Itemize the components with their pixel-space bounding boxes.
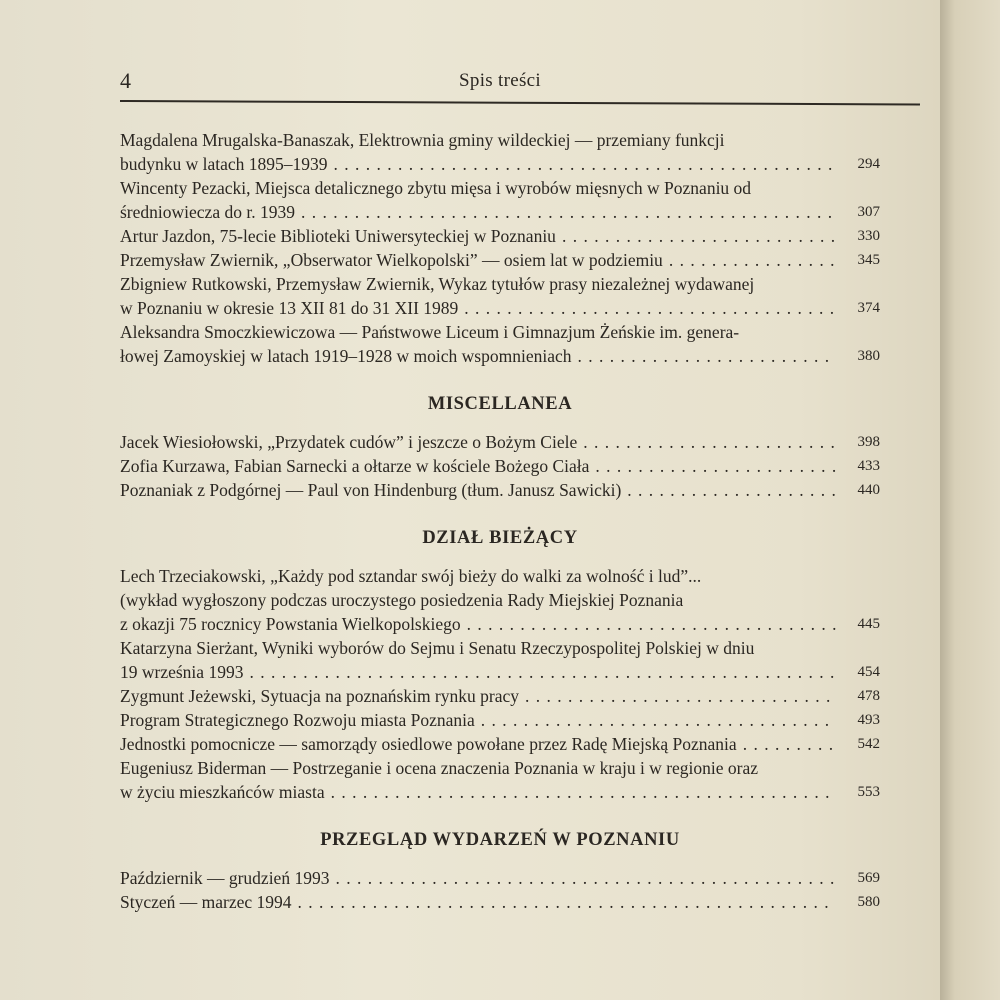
leader-dots	[301, 200, 836, 224]
toc-page-number: 569	[857, 870, 880, 886]
toc-entry-text: 19 września 1993	[120, 662, 244, 682]
toc-page-number: 374	[857, 300, 880, 316]
toc-entry-last-line	[120, 296, 836, 320]
toc-entry-line: Magdalena Mrugalska-Banaszak, Elektrownia gminy wildeckiej — przemiany funkcji	[120, 130, 725, 150]
toc-entry-line: Aleksandra Smoczkiewiczowa — Państwowe Liceum i Gimnazjum Żeńskie im. genera-	[120, 322, 740, 342]
toc-page-number: 380	[857, 348, 880, 364]
toc-entry	[120, 320, 880, 368]
toc-entry-last-line	[120, 478, 836, 502]
toc-entry-last-line	[120, 248, 836, 272]
toc-entry-last-line	[120, 780, 836, 804]
toc-entry-line: Wincenty Pezacki, Miejsca detalicznego zbytu mięsa i wyrobów mięsnych w Poznaniu od	[120, 178, 752, 198]
toc-entry	[120, 272, 880, 320]
toc-entry	[120, 248, 880, 272]
toc-entry	[120, 478, 880, 502]
leader-dots	[467, 612, 836, 636]
toc-entry	[120, 684, 880, 708]
page-number: 4	[120, 68, 131, 93]
toc-entry-text: średniowiecza do r. 1939	[120, 202, 295, 222]
leader-dots	[627, 478, 836, 502]
toc-entry-last-line	[120, 344, 836, 368]
leader-dots	[562, 224, 836, 248]
page-header	[120, 68, 920, 98]
toc-entry-line: (wykład wygłoszony podczas uroczystego posiedzenia Rady Miejskiej Poznania	[120, 590, 684, 610]
toc-entry-last-line	[120, 224, 836, 248]
toc-entry-text: w życiu mieszkańców miasta	[120, 782, 325, 802]
toc-entry-last-line	[120, 612, 836, 636]
toc-entry-text: Program Strategicznego Rozwoju miasta Poznania	[120, 710, 475, 730]
facing-page-edge	[940, 0, 1000, 1000]
header-rule	[120, 100, 920, 105]
leader-dots	[578, 344, 836, 368]
toc-page-number: 478	[857, 688, 880, 704]
leader-dots	[595, 454, 836, 478]
leader-dots	[669, 248, 836, 272]
toc-page-number: 580	[857, 894, 880, 910]
toc-entry-last-line	[120, 890, 836, 914]
running-title: Spis treści	[459, 70, 541, 91]
leader-dots	[298, 890, 836, 914]
section-heading: PRZEGLĄD WYDARZEŃ W POZNANIU	[320, 830, 680, 850]
toc-entry-text: budynku w latach 1895–1939	[120, 154, 328, 174]
toc-entry-last-line	[120, 152, 836, 176]
toc-entry-text: Jacek Wiesiołowski, „Przydatek cudów” i jeszcze o Bożym Ciele	[120, 432, 578, 452]
leader-dots	[583, 430, 836, 454]
toc-page-number: 307	[857, 204, 880, 220]
leader-dots	[334, 152, 836, 176]
section-heading: MISCELLANEA	[427, 394, 573, 414]
toc-entry	[120, 224, 880, 248]
leader-dots	[525, 684, 836, 708]
leader-dots	[331, 780, 836, 804]
toc-entry	[120, 890, 880, 914]
toc-page-number: 493	[857, 712, 880, 728]
toc-page-number: 398	[857, 434, 880, 450]
leader-dots	[464, 296, 836, 320]
toc-entry-line: Lech Trzeciakowski, „Każdy pod sztandar swój bieży do walki za wolność i lud”...	[120, 566, 702, 586]
toc-page-number: 345	[857, 252, 880, 268]
toc-entry-text: Przemysław Zwiernik, „Obserwator Wielkopolski” — osiem lat w podziemiu	[120, 250, 663, 270]
toc-entry	[120, 866, 880, 890]
toc-entry	[120, 128, 880, 176]
toc-entry	[120, 732, 880, 756]
toc-entry	[120, 708, 880, 732]
toc-entry-text: Styczeń — marzec 1994	[120, 892, 292, 912]
toc-entry	[120, 176, 880, 224]
toc-page-number: 445	[857, 616, 880, 632]
toc-entry	[120, 454, 880, 478]
toc-page-number: 440	[857, 482, 880, 498]
toc-page-number: 454	[857, 664, 880, 680]
leader-dots	[335, 866, 836, 890]
toc-entry-text: Zygmunt Jeżewski, Sytuacja na poznańskim rynku pracy	[120, 686, 519, 706]
toc-entry-line: Zbigniew Rutkowski, Przemysław Zwiernik, Wykaz tytułów prasy niezależnej wydawanej	[120, 274, 755, 294]
toc-entry-last-line	[120, 200, 836, 224]
toc-page-number: 553	[857, 784, 880, 800]
toc-entry-text: Artur Jazdon, 75-lecie Biblioteki Uniwersyteckiej w Poznaniu	[120, 226, 556, 246]
toc-entry-last-line	[120, 732, 836, 756]
toc-entry-text: łowej Zamoyskiej w latach 1919–1928 w moich wspomnieniach	[120, 346, 572, 366]
toc-page-number: 542	[857, 736, 880, 752]
toc-entry-last-line	[120, 684, 836, 708]
toc-entry-text: Jednostki pomocnicze — samorządy osiedlowe powołane przez Radę Miejską Poznania	[120, 734, 737, 754]
toc-entry-line: Eugeniusz Biderman — Postrzeganie i ocena znaczenia Poznania w kraju i w regionie oraz	[120, 758, 759, 778]
toc-page-number: 433	[857, 458, 880, 474]
toc-entry-text: Poznaniak z Podgórnej — Paul von Hindenburg (tłum. Janusz Sawicki)	[120, 480, 622, 500]
toc-entry	[120, 564, 880, 636]
toc-entry	[120, 756, 880, 804]
toc-entry-last-line	[120, 866, 836, 890]
toc-entry-last-line	[120, 660, 836, 684]
toc-entry-text: z okazji 75 rocznicy Powstania Wielkopolskiego	[120, 614, 461, 634]
toc-entry-last-line	[120, 430, 836, 454]
section-heading: DZIAŁ BIEŻĄCY	[422, 528, 578, 548]
toc-page-number: 294	[857, 156, 880, 172]
toc-entry-last-line	[120, 708, 836, 732]
table-of-contents	[120, 128, 880, 914]
toc-entry	[120, 430, 880, 454]
leader-dots	[249, 660, 836, 684]
toc-entry-text: w Poznaniu w okresie 13 XII 81 do 31 XII 1989	[120, 298, 459, 318]
toc-entry-text: Zofia Kurzawa, Fabian Sarnecki a ołtarze w kościele Bożego Ciała	[120, 456, 590, 476]
toc-entry-line: Katarzyna Sierżant, Wyniki wyborów do Sejmu i Senatu Rzeczypospolitej Polskiej w dniu	[120, 638, 755, 658]
leader-dots	[743, 732, 836, 756]
toc-page-number: 330	[857, 228, 880, 244]
toc-entry-last-line	[120, 454, 836, 478]
toc-entry-text: Październik — grudzień 1993	[120, 868, 330, 888]
leader-dots	[481, 708, 836, 732]
toc-entry	[120, 636, 880, 684]
